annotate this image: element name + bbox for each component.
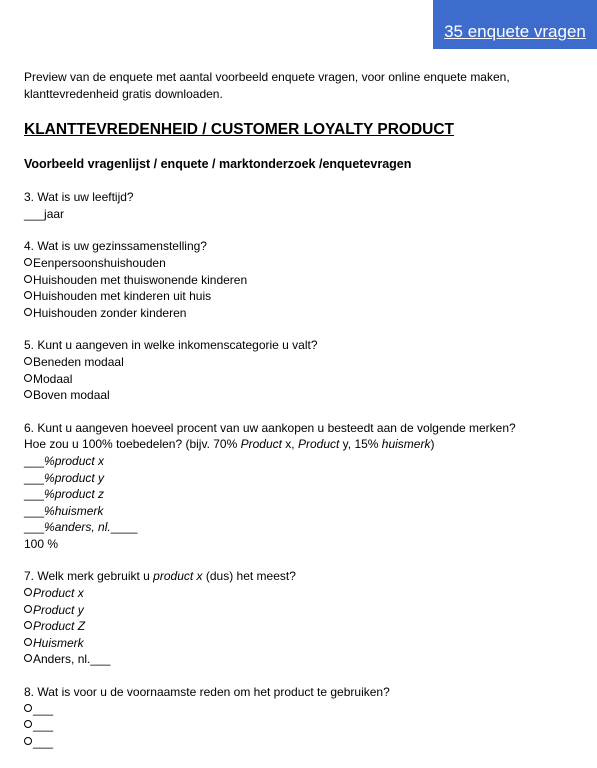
question-7-option[interactable]: Huismerk: [24, 635, 584, 652]
question-6-total: 100 %: [24, 536, 59, 551]
question-5-option[interactable]: Beneden modaal: [24, 354, 584, 371]
question-6-instruction: Hoe zou u 100% toebedelen? (bijv. 70% Product x, Product y, 15% huismerk): [24, 437, 435, 452]
question-8-option[interactable]: ___: [24, 717, 584, 734]
question-5-option[interactable]: Boven modaal: [24, 387, 584, 404]
radio-icon[interactable]: [24, 374, 32, 382]
question-8-option[interactable]: ___: [24, 734, 584, 751]
question-6-percent-field[interactable]: ___%product z: [24, 487, 105, 502]
radio-icon[interactable]: [24, 737, 32, 745]
radio-icon[interactable]: [24, 720, 32, 728]
page-title: KLANTTEVREDENHEID / CUSTOMER LOYALTY PRODUCT: [24, 121, 455, 139]
radio-icon[interactable]: [24, 258, 32, 266]
intro-text: Preview van de enquete met aantal voorbeeld enquete vragen, voor online enquete maken, klanttevredenheid gratis downloaden.: [24, 70, 510, 101]
question-7-option[interactable]: Product x: [24, 585, 584, 602]
question-6: [24, 420, 584, 553]
question-7-option[interactable]: Product y: [24, 602, 584, 619]
question-6-text: 6. Kunt u aangeven hoeveel procent van uw aankopen u besteedt aan de volgende merken?: [24, 420, 516, 435]
radio-icon[interactable]: [24, 621, 32, 629]
radio-icon[interactable]: [24, 654, 32, 662]
radio-icon[interactable]: [24, 390, 32, 398]
question-8-text: 8. Wat is voor u de voornaamste reden om het product te gebruiken?: [24, 685, 390, 700]
question-6-percent-field[interactable]: ___%product y: [24, 470, 105, 485]
question-3-answer-field[interactable]: ___jaar: [24, 206, 65, 221]
radio-icon[interactable]: [24, 605, 32, 613]
question-7-option[interactable]: Anders, nl.___: [24, 651, 584, 668]
radio-icon[interactable]: [24, 357, 32, 365]
question-8: [24, 684, 584, 750]
question-7-option[interactable]: Product Z: [24, 618, 584, 635]
radio-icon[interactable]: [24, 308, 32, 316]
enquete-vragen-link-button[interactable]: 35 enquete vragen: [433, 0, 597, 49]
question-5-option[interactable]: Modaal: [24, 371, 584, 388]
question-6-percent-field[interactable]: ___%product x: [24, 453, 105, 468]
survey-content: [24, 69, 584, 750]
question-4-option[interactable]: Huishouden met thuiswonende kinderen: [24, 272, 584, 289]
question-3: [24, 189, 584, 222]
question-4-text: 4. Wat is uw gezinssamenstelling?: [24, 239, 207, 254]
radio-icon[interactable]: [24, 291, 32, 299]
radio-icon[interactable]: [24, 588, 32, 596]
question-3-text: 3. Wat is uw leeftijd?: [24, 190, 134, 205]
question-6-percent-field[interactable]: ___%huismerk: [24, 503, 104, 518]
question-5: [24, 337, 584, 403]
question-4-option[interactable]: Eenpersoonshuishouden: [24, 255, 584, 272]
question-4-option[interactable]: Huishouden met kinderen uit huis: [24, 288, 584, 305]
question-5-text: 5. Kunt u aangeven in welke inkomenscategorie u valt?: [24, 338, 318, 353]
question-8-option[interactable]: ___: [24, 701, 584, 718]
question-7-text: 7. Welk merk gebruikt u product x (dus) het meest?: [24, 569, 296, 584]
question-4-option[interactable]: Huishouden zonder kinderen: [24, 305, 584, 322]
page-subtitle: Voorbeeld vragenlijst / enquete / marktonderzoek /enquetevragen: [24, 157, 412, 172]
question-4: [24, 238, 584, 321]
question-7: [24, 568, 584, 668]
question-6-percent-field[interactable]: ___%anders, nl.____: [24, 520, 138, 535]
radio-icon[interactable]: [24, 275, 32, 283]
radio-icon[interactable]: [24, 638, 32, 646]
radio-icon[interactable]: [24, 704, 32, 712]
